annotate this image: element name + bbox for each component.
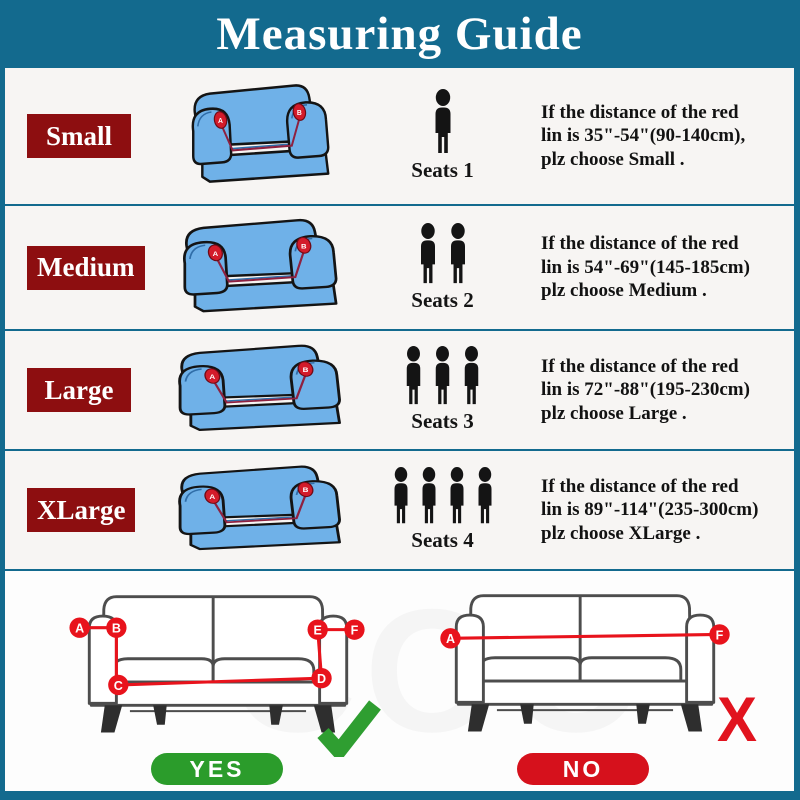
page-title: Measuring Guide: [216, 8, 583, 60]
sofa-cartoon-icon: [155, 462, 370, 558]
point-a: A: [445, 632, 456, 647]
size-description-medium: [515, 232, 794, 303]
desc-line: If the distance of the red: [541, 101, 739, 123]
person-icon: [428, 89, 458, 155]
no-pill: NO: [517, 753, 649, 785]
person-icons-1: [428, 89, 458, 155]
point-b: B: [111, 621, 121, 636]
size-badge-small: Small: [27, 114, 131, 158]
sofa-illustration-medium: [155, 215, 370, 321]
person-icon: [429, 346, 456, 406]
point-c: C: [113, 678, 123, 693]
sofa-cartoon-icon: [161, 215, 365, 321]
person-icon: [400, 346, 427, 406]
size-badge-large: Large: [27, 368, 131, 412]
size-row-medium: [5, 204, 794, 329]
person-icons-2: [414, 223, 472, 285]
person-icon: [416, 467, 442, 525]
desc-line: plz choose Large .: [541, 402, 687, 424]
desc-line: If the distance of the red: [541, 233, 739, 255]
size-description-xlarge: [515, 475, 794, 546]
desc-line: If the distance of the red: [541, 475, 739, 497]
person-icon: [388, 467, 414, 525]
point-f: F: [715, 628, 724, 643]
size-badge-medium: Medium: [27, 246, 145, 290]
point-f: F: [350, 623, 359, 638]
header: [5, 0, 794, 68]
person-icon: [444, 467, 470, 525]
seats-label: Seats 2: [411, 287, 474, 312]
measure-comparison-section: [5, 569, 794, 793]
desc-line: If the distance of the red: [541, 355, 739, 377]
desc-line: lin is 72"-88"(195-230cm): [541, 379, 750, 401]
seats-label: Seats 1: [411, 158, 474, 182]
desc-line: lin is 35"-54"(90-140cm),: [541, 125, 746, 147]
sofa-illustration-large: [155, 341, 370, 439]
desc-line: plz choose Small .: [541, 148, 685, 170]
yes-pill: YES: [151, 753, 283, 785]
desc-line: plz choose Medium .: [541, 280, 707, 302]
point-e: E: [313, 623, 322, 638]
sofa-illustration-xlarge: [155, 462, 370, 558]
desc-line: lin is 89"-114"(235-300cm): [541, 499, 759, 521]
person-icon: [414, 223, 442, 285]
size-badge-xlarge: XLarge: [27, 488, 135, 532]
point-a: A: [75, 621, 85, 636]
seats-label: Seats 4: [411, 528, 474, 552]
desc-line: lin is 54"-69"(145-185cm): [541, 256, 750, 278]
person-icons-3: [400, 346, 485, 406]
person-icon: [458, 346, 485, 406]
point-d: D: [317, 671, 327, 686]
size-row-large: [5, 329, 794, 449]
sofa-illustration-small: [155, 80, 370, 192]
person-icon: [444, 223, 472, 285]
size-row-small: [5, 68, 794, 204]
check-icon: [317, 699, 383, 757]
size-description-large: [515, 355, 794, 426]
seats-label: Seats 3: [411, 409, 474, 433]
person-icon: [472, 467, 498, 525]
size-description-small: [515, 101, 794, 172]
sofa-measure-wrong: [435, 584, 735, 747]
sofa-cartoon-icon: [155, 341, 370, 439]
desc-line: plz choose XLarge .: [541, 522, 701, 544]
person-icons-4: [388, 467, 498, 525]
size-row-xlarge: [5, 449, 794, 569]
x-mark: X: [717, 684, 758, 755]
sofa-cartoon-icon: [172, 80, 354, 192]
